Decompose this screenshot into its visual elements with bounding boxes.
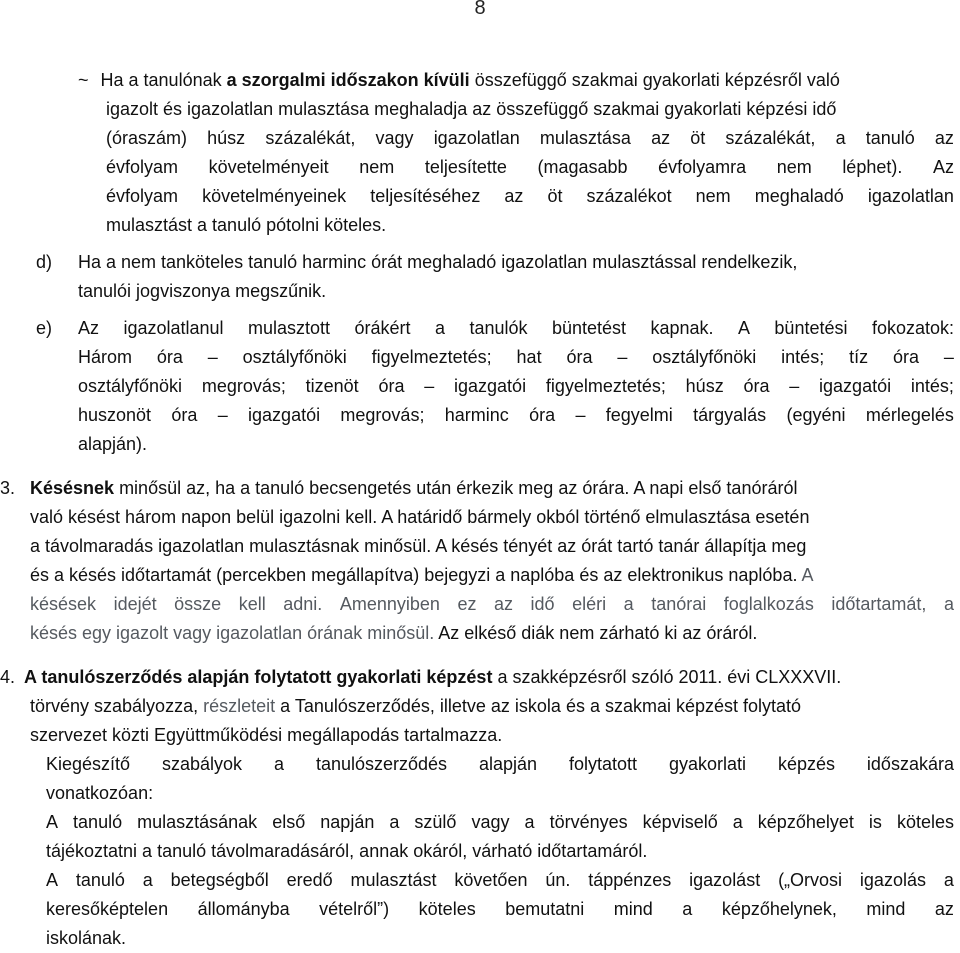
text-line [78, 66, 954, 95]
text-line [46, 779, 954, 808]
text-span: tanulói jogviszonya megszűnik. [78, 281, 327, 301]
tilde-list-item [0, 66, 960, 240]
section-number: 4. [0, 667, 16, 687]
bold-phrase: a szorgalmi időszakon kívüli [226, 70, 470, 90]
text-line [46, 837, 954, 866]
text-line: A tanuló mulasztásának első napján a szülő vagy a törvényes képviselő a képzőhelyet is köteles [46, 812, 954, 832]
text-span: való késést három napon belül igazolni kell. A határidő bármely okból történő elmulasztása esetén [30, 507, 810, 527]
text-span: a Tanulószerződés, illetve az iskola és a szakmai képzést folytató [275, 696, 802, 716]
text-span: vonatkozóan: [46, 783, 154, 803]
text-line [46, 924, 954, 953]
text-span: mulasztást a tanuló pótolni köteles. [106, 215, 387, 235]
text-line [30, 561, 954, 590]
text-span: Ha a nem tanköteles tanuló harminc órát meghaladó igazolatlan mulasztással rendelkezik, [78, 252, 798, 272]
text-line: (óraszám) húsz százalékát, vagy igazolatlan mulasztása az öt százalékát, a tanuló az [106, 128, 954, 148]
text-line: évfolyam követelményeinek teljesítéséhez az öt százalékot nem meghaladó igazolatlan [106, 186, 954, 206]
text-line [30, 619, 954, 648]
text-line: Kiegészítő szabályok a tanulószerződés alapján folytatott gyakorlati képzés időszakára [46, 754, 954, 774]
text-span: összefüggő szakmai gyakorlati képzésről való [469, 70, 840, 90]
text-span: A [797, 565, 814, 585]
text-span: alapján). [78, 434, 148, 454]
document-body [0, 66, 960, 953]
page-number: 8 [474, 0, 486, 19]
section-number: 3. [0, 478, 16, 498]
text-line [30, 503, 954, 532]
text-span: részleteit [203, 696, 276, 716]
text-span: minősül az, ha a tanuló becsengetés után érkezik meg az órára. A napi első tanóráról [114, 478, 798, 498]
text-line: osztályfőnöki megrovás; tizenöt óra – igazgatói figyelmeztetés; húsz óra – igazgatói intés; [78, 376, 954, 396]
text-span: iskolának. [46, 928, 127, 948]
text-line [30, 692, 954, 721]
text-line: huszonöt óra – igazgatói megrovás; harminc óra – fegyelmi tárgyalás (egyéni mérlegelés [78, 405, 954, 425]
text-line: évfolyam követelményeit nem teljesítette (magasabb évfolyamra nem léphet). Az [106, 157, 954, 177]
text-line [36, 248, 954, 277]
bold-phrase: A tanulószerződés alapján folytatott gyakorlati képzést [24, 667, 493, 687]
list-marker: ~ [78, 70, 89, 90]
text-line [78, 277, 954, 306]
text-span: tájékoztatni a tanuló távolmaradásáról, annak okáról, várható időtartamáról. [46, 841, 648, 861]
text-span: és a késés időtartamát (percekben megállapítva) bejegyzi a naplóba és az elektronikus naplóba. [30, 565, 798, 585]
text-span: Ha a tanulónak [100, 70, 227, 90]
bold-phrase: Késésnek [30, 478, 115, 498]
list-marker: e) [36, 318, 53, 338]
text-span: késés egy igazolt vagy igazolatlan órának minősül. [30, 623, 435, 643]
section-3 [0, 474, 960, 648]
text-span: a szakképzésről szóló 2011. évi CLXXXVII. [492, 667, 842, 687]
text-span: Az elkéső diák nem zárható ki az óráról. [434, 623, 758, 643]
text-span: törvény szabályozza, [30, 696, 204, 716]
list-item-d [0, 248, 960, 306]
text-line [30, 532, 954, 561]
text-span: igazolt és igazolatlan mulasztása meghaladja az összefüggő szakmai gyakorlati képzési idő [106, 99, 837, 119]
text-line [30, 721, 954, 750]
section-4 [0, 663, 960, 953]
text-line [106, 95, 954, 124]
text-line: e) Az igazolatlanul mulasztott órákért a tanulók büntetést kapnak. A büntetési fokozatok: [36, 314, 954, 343]
text-line [106, 211, 954, 240]
text-line [0, 474, 954, 503]
text-line: A tanuló a betegségből eredő mulasztást követően ún. táppénzes igazolást („Orvosi igazolás a [46, 870, 954, 890]
text-span: szervezet közti Együttműködési megállapodás tartalmazza. [30, 725, 503, 745]
list-marker: d) [36, 252, 53, 272]
text-line: keresőképtelen állományba vételről”) köteles bemutatni mind a képzőhelynek, mind az [46, 899, 954, 919]
text-line: késések idejét össze kell adni. Amennyiben ez az idő eléri a tanórai foglalkozás időtartamát, a [30, 594, 954, 614]
text-line: Három óra – osztályfőnöki figyelmeztetés; hat óra – osztályfőnöki intés; tíz óra – [78, 347, 954, 367]
text-line [0, 663, 954, 692]
text-line [78, 430, 954, 459]
text-span: a távolmaradás igazolatlan mulasztásnak minősül. A késés tényét az órát tartó tanár állapítja meg [30, 536, 807, 556]
list-item-e [0, 314, 960, 459]
